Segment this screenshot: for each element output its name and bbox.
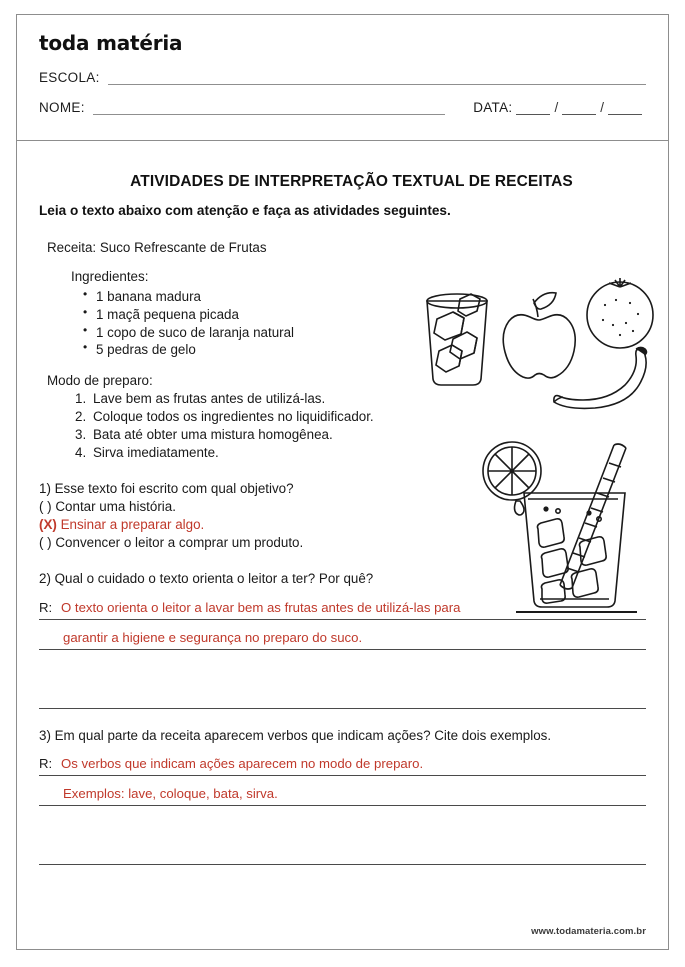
school-field-row (39, 70, 646, 85)
answer-line[interactable] (39, 776, 646, 806)
worksheet-header (17, 15, 668, 141)
answer-line-gap (39, 806, 646, 835)
ingredients-label: Ingredientes: (71, 269, 149, 284)
list-item: • 1 maçã pequena picada (83, 306, 646, 324)
name-field-row (39, 100, 646, 115)
ice-glass-icon (427, 294, 487, 385)
answer-text: Exemplos: lave, coloque, bata, sirva. (63, 786, 278, 802)
question-3 (39, 727, 646, 865)
answer-text: garantir a higiene e segurança no preparo do suco. (63, 629, 363, 645)
answer-line[interactable] (39, 620, 646, 650)
list-item: Sirva imediatamente. (93, 445, 219, 461)
answer-text: Os verbos que indicam ações aparecem no modo de preparo. (61, 756, 424, 772)
name-label: NOME: (39, 100, 85, 115)
answer-text: O texto orienta o leitor a lavar bem as frutas antes de utilizá-las para (61, 599, 461, 615)
list-item: • 1 copo de suco de laranja natural (83, 324, 646, 342)
banana-icon (554, 348, 647, 409)
list-item: • 5 pedras de gelo (83, 341, 646, 359)
date-field-group (473, 100, 646, 115)
orange-icon (587, 278, 653, 348)
option-label: Contar uma história. (55, 498, 176, 514)
name-input-line[interactable] (93, 103, 445, 115)
date-day-slot[interactable] (516, 103, 550, 115)
list-item: • 1 banana madura (83, 288, 646, 306)
date-label: DATA: (473, 100, 513, 115)
tall-glass-icon (516, 493, 637, 612)
checkbox-glyph-checked: (X) (39, 516, 57, 532)
footer-url: www.todamateria.com.br (531, 926, 646, 937)
option-label: Convencer o leitor a comprar um produto. (55, 534, 304, 550)
answer-line[interactable] (39, 835, 646, 865)
answer-label: R: (39, 756, 53, 772)
date-month-slot[interactable] (562, 103, 596, 115)
checkbox-glyph: ( ) (39, 498, 52, 514)
fruits-illustration (417, 267, 672, 412)
instruction-text: Leia o texto abaixo com atenção e faça as atividades seguintes. (39, 203, 451, 218)
straw-icon (560, 444, 626, 589)
question-2-prompt: 2) Qual o cuidado o texto orienta o leitor a ter? Por quê? (39, 571, 374, 587)
list-item: Lave bem as frutas antes de utilizá-las. (93, 391, 326, 407)
question-3-prompt: 3) Em qual parte da receita aparecem verbos que indicam ações? Cite dois exemplos. (39, 727, 552, 743)
list-item: Coloque todos os ingredientes no liquidificador. (93, 409, 374, 425)
answer-line-gap (39, 650, 646, 679)
recipe-title: Receita: Suco Refrescante de Frutas (47, 240, 267, 255)
school-input-line[interactable] (108, 73, 646, 85)
question-1-prompt: 1) Esse texto foi escrito com qual objetivo? (39, 481, 294, 497)
date-year-slot[interactable] (608, 103, 642, 115)
steps-label: Modo de preparo: (47, 373, 153, 389)
checkbox-glyph: ( ) (39, 534, 52, 550)
date-separator-2: / (600, 100, 604, 115)
juice-glass-illustration (472, 433, 662, 618)
brand-logo: toda matéria (39, 31, 183, 55)
question-3-answer-area (39, 746, 646, 865)
date-separator-1: / (554, 100, 559, 115)
answer-line[interactable] (39, 746, 646, 776)
list-item: Bata até obter uma mistura homogênea. (93, 427, 333, 443)
school-label: ESCOLA: (39, 70, 100, 85)
answer-label: R: (39, 599, 53, 615)
answer-line[interactable] (39, 679, 646, 709)
citrus-slice-icon (483, 442, 541, 515)
page-title: ATIVIDADES DE INTERPRETAÇÃO TEXTUAL DE RECEITAS (130, 173, 573, 190)
worksheet-sheet (16, 14, 669, 950)
option-label: Ensinar a preparar algo. (60, 516, 205, 532)
apple-icon (503, 293, 575, 378)
